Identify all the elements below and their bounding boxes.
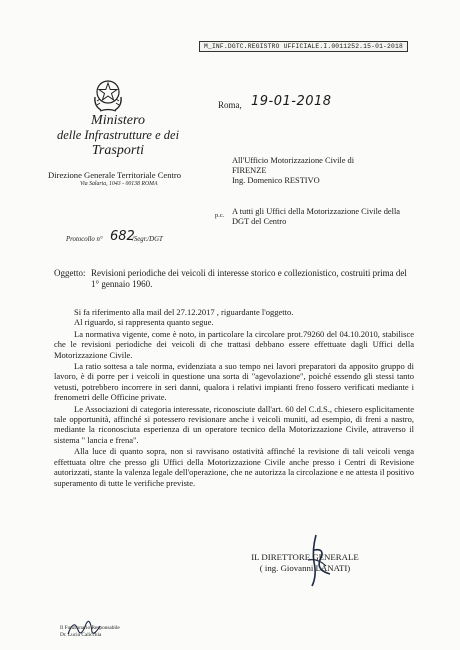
protocol-label: Protocollo n° [66,236,103,243]
signature-block [230,552,380,573]
body-paragraph: La normativa vigente, come è noto, in particolare la circolare prot.79260 del 04.10.2010, stabilisce che le revisioni periodiche dei veicoli di che trattasi debbano essere effettuate dagli Uffici della Motorizzazione Civile. [54,328,414,360]
subject-label: Oggetto: [54,268,86,278]
responsible-name: Dr. Lucia Calicchia [60,632,102,638]
protocol-suffix: /Segr./DGT [132,236,163,243]
cc-block [232,207,432,227]
date-place: Roma, [218,100,242,110]
ministry-line: Ministero [91,113,145,128]
directorate-address: Via Salaria, 1043 - 00138 ROMA [80,181,158,187]
cc-line: DGT del Centro [232,217,287,226]
protocol-number: 682 [110,229,135,244]
ministry-name [48,113,188,158]
subject-text: Revisioni periodiche dei veicoli di interesse storico e collezionistico, costruiti prima del 1° gennaio 1960. [91,268,407,289]
body-paragraph: Le Associazioni di categoria interessate, riconosciute dall'art. 60 del C.d.S., chiesero esplicitamente tale opportunità, affinché si potessero revisionare anche i veicoli muniti, ad esempio, di freni a nastro, mediante la riconosciuta esperienza di un operatore tecnico della Motorizzazione Civile, attraverso il sistema " lancia e frena". [54,403,414,445]
ministry-line: Trasporti [91,143,145,158]
signature-title: IL DIRETTORE GENERALE [251,552,359,562]
recipient-block [232,156,432,186]
republic-emblem-icon [91,77,125,113]
recipient-line: FIRENZE [232,166,267,175]
protocol-stamp: M_INF.DGTC.REGISTRO UFFICIALE.I.0011252.15-01-2018 [199,41,408,52]
cc-line: A tutti gli Uffici della Motorizzazione Civile della [232,207,400,216]
recipient-line: All'Ufficio Motorizzazione Civile di [232,156,355,165]
recipient-line: Ing. Domenico RESTIVO [232,176,320,185]
handwritten-date: 19-01-2018 [251,94,332,109]
body-paragraph: La ratio sottesa a tale norma, evidenziata a suo tempo nei lavori preparatori da apposito gruppo di lavoro, è di porre per i veicoli in questione una sorta di "agevolazione", poiché essendo gli stessi tanto vetusti, potrebbero incorrere in seri danni, qualora i relativi impianti freno fossero verificati mediante i frenometri delle Officine private. [54,361,414,403]
cc-label: p.c. [215,212,225,219]
body-paragraph: Si fa riferimento alla mail del 27.12.2017 , riguardante l'oggetto. [74,307,294,317]
body-paragraph: Al riguardo, si rappresenta quanto segue. [74,317,214,328]
body-paragraph: Alla luce di quanto sopra, non si ravvisano ostatività affinché la revisione di tali veicoli venga effettuata oltre che presso gli Uffici della Motorizzazione Civile anche presso i Centri di Revisione autorizzati, stante la valenza legale dell'operazione, che ne autorizza la circolazione e ne attesta il positivo superamento di tutte le verifiche previste. [54,446,415,488]
responsible-official [60,625,120,639]
signature-name: ( ing. Giovanni LANATI) [259,562,351,573]
directorate: Direzione Generale Territoriale Centro [48,170,182,180]
letter-body [54,307,414,489]
ministry-line: delle Infrastrutture e dei [56,128,180,142]
responsible-role: Il Funzionario Responsabile [60,625,120,631]
